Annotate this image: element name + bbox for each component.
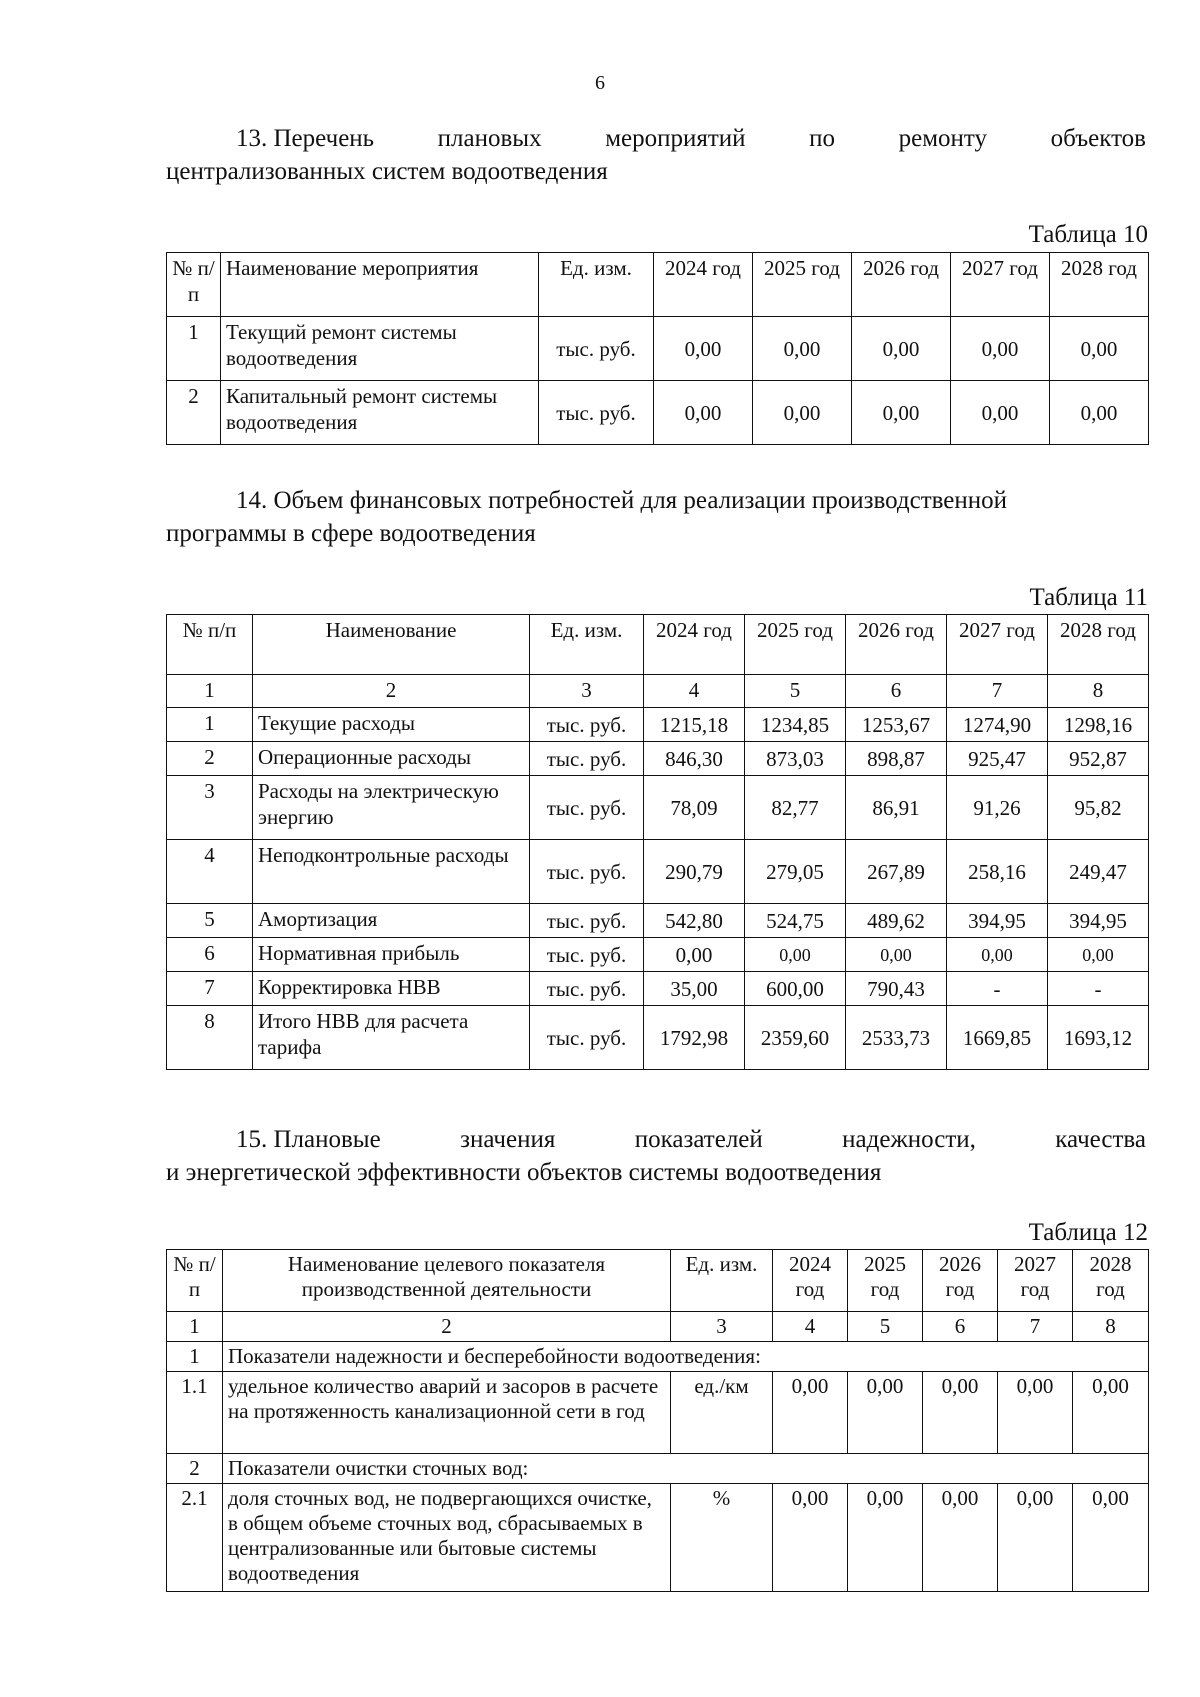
header-cell: 2028 год: [1073, 1250, 1149, 1312]
row-value: 0,00: [644, 938, 745, 972]
table-12-caption: Таблица 12: [1028, 1219, 1148, 1246]
row-number: 7: [167, 972, 253, 1006]
heading-word: ремонту: [898, 125, 988, 152]
row-value: 78,09: [644, 776, 745, 840]
row-value: 0,00: [846, 938, 947, 972]
row-value: 2359,60: [745, 1006, 846, 1070]
header-cell: Наименование мероприятия: [221, 253, 539, 317]
row-value: 0,00: [947, 938, 1048, 972]
table-row: [167, 1484, 1149, 1592]
row-value: 0,00: [753, 317, 852, 381]
row-value: 0,00: [1073, 1372, 1149, 1454]
table-row: [167, 938, 1149, 972]
column-number: 2: [253, 675, 530, 708]
row-unit: тыс. руб.: [530, 1006, 644, 1070]
table-11: [166, 614, 1149, 1070]
column-number: 1: [167, 675, 253, 708]
table-row: [167, 776, 1149, 840]
row-value: 0,00: [951, 317, 1050, 381]
column-number: 6: [846, 675, 947, 708]
heading-word: 15. Плановые: [236, 1126, 381, 1153]
table-10-caption: Таблица 10: [1028, 221, 1148, 248]
row-value: 1234,85: [745, 708, 846, 742]
heading-word: показателей: [634, 1126, 763, 1153]
row-value: 846,30: [644, 742, 745, 776]
column-number: 3: [671, 1312, 773, 1342]
row-number: 5: [167, 904, 253, 938]
column-number: 8: [1048, 675, 1149, 708]
row-value: 279,05: [745, 840, 846, 904]
row-number: 1.1: [167, 1372, 223, 1454]
header-cell: 2028 год: [1050, 253, 1149, 317]
row-name: Капитальный ремонт системы водоотведения: [221, 381, 539, 445]
row-name: Амортизация: [253, 904, 530, 938]
row-number: 3: [167, 776, 253, 840]
column-number-row: [167, 675, 1149, 708]
row-value: 0,00: [1050, 381, 1149, 445]
header-cell: № п/п: [167, 1250, 223, 1312]
header-cell: № п/п: [167, 615, 253, 675]
row-name: Неподконтрольные расходы: [253, 840, 530, 904]
section-15-heading: [166, 1123, 1146, 1189]
row-value: 0,00: [753, 381, 852, 445]
row-value: 0,00: [923, 1372, 998, 1454]
header-cell: 2024 год: [654, 253, 753, 317]
table-header-row: [167, 615, 1149, 675]
table-row: [167, 840, 1149, 904]
row-value: 0,00: [1073, 1484, 1149, 1592]
column-number: 5: [848, 1312, 923, 1342]
row-unit: тыс. руб.: [539, 381, 654, 445]
row-value: 0,00: [998, 1372, 1073, 1454]
row-value: 249,47: [1048, 840, 1149, 904]
row-value: 790,43: [846, 972, 947, 1006]
heading-word: 13. Перечень: [236, 125, 375, 152]
row-value: 35,00: [644, 972, 745, 1006]
group-number: 2: [167, 1454, 223, 1484]
row-value: 394,95: [947, 904, 1048, 938]
row-unit: %: [671, 1484, 773, 1592]
group-row: [167, 1454, 1149, 1484]
group-row: [167, 1342, 1149, 1372]
header-cell: 2025 год: [745, 615, 846, 675]
row-value: 0,00: [848, 1372, 923, 1454]
header-cell: 2026 год: [923, 1250, 998, 1312]
header-cell: 2025 год: [753, 253, 852, 317]
row-value: 1298,16: [1048, 708, 1149, 742]
header-cell: 2027 год: [947, 615, 1048, 675]
row-number: 2.1: [167, 1484, 223, 1592]
column-number: 7: [998, 1312, 1073, 1342]
row-value: 394,95: [1048, 904, 1149, 938]
row-value: 1669,85: [947, 1006, 1048, 1070]
row-unit: тыс. руб.: [539, 317, 654, 381]
row-value: 95,82: [1048, 776, 1149, 840]
row-value: 1792,98: [644, 1006, 745, 1070]
row-value: 952,87: [1048, 742, 1149, 776]
row-value: 0,00: [951, 381, 1050, 445]
row-name: удельное количество аварий и засоров в расчете на протяженность канализационной сети в год: [223, 1372, 671, 1454]
row-name: Расходы на электрическую энергию: [253, 776, 530, 840]
header-cell: № п/п: [167, 253, 221, 317]
column-number: 7: [947, 675, 1048, 708]
row-value: -: [947, 972, 1048, 1006]
row-value: 82,77: [745, 776, 846, 840]
heading-word: надежности,: [842, 1126, 976, 1153]
row-value: 0,00: [654, 317, 753, 381]
heading-word: мероприятий: [605, 125, 746, 152]
column-number: 6: [923, 1312, 998, 1342]
row-value: 489,62: [846, 904, 947, 938]
row-name: Операционные расходы: [253, 742, 530, 776]
heading-line-2: централизованных систем водоотведения: [166, 158, 608, 185]
table-row: [167, 1372, 1149, 1454]
header-cell: Наименование целевого показателя производственной деятельности: [223, 1250, 671, 1312]
heading-line-2: и энергетической эффективности объектов системы водоотведения: [166, 1159, 882, 1186]
row-unit: тыс. руб.: [530, 840, 644, 904]
row-value: 1253,67: [846, 708, 947, 742]
row-unit: ед./км: [671, 1372, 773, 1454]
row-name: Текущие расходы: [253, 708, 530, 742]
row-value: 0,00: [848, 1484, 923, 1592]
header-cell: 2027 год: [951, 253, 1050, 317]
column-number: 5: [745, 675, 846, 708]
page-number: 6: [595, 72, 605, 94]
table-row: [167, 708, 1149, 742]
row-value: 524,75: [745, 904, 846, 938]
section-14-heading: [166, 484, 1146, 550]
row-value: 258,16: [947, 840, 1048, 904]
column-number: 8: [1073, 1312, 1149, 1342]
table-10: [166, 252, 1149, 445]
row-value: 0,00: [923, 1484, 998, 1592]
row-number: 8: [167, 1006, 253, 1070]
row-unit: тыс. руб.: [530, 708, 644, 742]
table-row: [167, 1006, 1149, 1070]
header-cell: 2027 год: [998, 1250, 1073, 1312]
header-cell: 2028 год: [1048, 615, 1149, 675]
table-11-caption: Таблица 11: [1029, 584, 1148, 611]
column-number: 2: [223, 1312, 671, 1342]
row-value: 86,91: [846, 776, 947, 840]
row-value: 1215,18: [644, 708, 745, 742]
row-value: 0,00: [1050, 317, 1149, 381]
heading-word: плановых: [437, 125, 542, 152]
table-row: [167, 742, 1149, 776]
row-name: Итого НВВ для расчета тарифа: [253, 1006, 530, 1070]
table-row: [167, 904, 1149, 938]
column-number: 4: [644, 675, 745, 708]
header-cell: Ед. изм.: [530, 615, 644, 675]
row-number: 2: [167, 742, 253, 776]
row-number: 1: [167, 708, 253, 742]
header-cell: 2026 год: [852, 253, 951, 317]
row-value: 0,00: [852, 381, 951, 445]
header-cell: 2024 год: [644, 615, 745, 675]
heading-word: объектов: [1050, 125, 1146, 152]
row-value: 0,00: [773, 1372, 848, 1454]
table-12: [166, 1249, 1149, 1592]
table-header-row: [167, 1250, 1149, 1312]
table-row: [167, 317, 1149, 381]
row-number: 1: [167, 317, 221, 381]
table-row: [167, 972, 1149, 1006]
header-cell: Наименование: [253, 615, 530, 675]
row-value: 0,00: [654, 381, 753, 445]
column-number-row: [167, 1312, 1149, 1342]
row-value: 267,89: [846, 840, 947, 904]
row-unit: тыс. руб.: [530, 904, 644, 938]
heading-line-2: программы в сфере водоотведения: [166, 520, 536, 547]
heading-word: качества: [1055, 1126, 1146, 1153]
row-unit: тыс. руб.: [530, 742, 644, 776]
row-name: Текущий ремонт системы водоотведения: [221, 317, 539, 381]
row-value: 898,87: [846, 742, 947, 776]
row-value: 0,00: [998, 1484, 1073, 1592]
section-13-heading: [166, 122, 1146, 188]
row-value: 91,26: [947, 776, 1048, 840]
row-unit: тыс. руб.: [530, 938, 644, 972]
row-value: 542,80: [644, 904, 745, 938]
table-header-row: [167, 253, 1149, 317]
row-value: 2533,73: [846, 1006, 947, 1070]
group-title: Показатели очистки сточных вод:: [223, 1454, 1149, 1484]
row-value: 0,00: [745, 938, 846, 972]
row-value: 0,00: [773, 1484, 848, 1592]
row-value: 600,00: [745, 972, 846, 1006]
group-title: Показатели надежности и бесперебойности водоотведения:: [223, 1342, 1149, 1372]
row-value: 1693,12: [1048, 1006, 1149, 1070]
row-value: 0,00: [1048, 938, 1149, 972]
row-name: Нормативная прибыль: [253, 938, 530, 972]
row-name: доля сточных вод, не подвергающихся очистке, в общем объеме сточных вод, сбрасываемых в централизованные или бытовые системы водоотведения: [223, 1484, 671, 1592]
header-cell: Ед. изм.: [671, 1250, 773, 1312]
row-name: Корректировка НВВ: [253, 972, 530, 1006]
row-number: 2: [167, 381, 221, 445]
group-number: 1: [167, 1342, 223, 1372]
header-cell: Ед. изм.: [539, 253, 654, 317]
heading-word: по: [809, 125, 836, 152]
row-value: 873,03: [745, 742, 846, 776]
row-unit: тыс. руб.: [530, 776, 644, 840]
table-row: [167, 381, 1149, 445]
row-number: 6: [167, 938, 253, 972]
header-cell: 2026 год: [846, 615, 947, 675]
row-value: 925,47: [947, 742, 1048, 776]
header-cell: 2025 год: [848, 1250, 923, 1312]
row-value: 0,00: [852, 317, 951, 381]
heading-word: значения: [460, 1126, 556, 1153]
row-value: -: [1048, 972, 1149, 1006]
header-cell: 2024 год: [773, 1250, 848, 1312]
row-value: 1274,90: [947, 708, 1048, 742]
column-number: 4: [773, 1312, 848, 1342]
heading-line-1: 14. Объем финансовых потребностей для реализации производственной: [236, 487, 1008, 514]
row-unit: тыс. руб.: [530, 972, 644, 1006]
column-number: 1: [167, 1312, 223, 1342]
row-number: 4: [167, 840, 253, 904]
row-value: 290,79: [644, 840, 745, 904]
column-number: 3: [530, 675, 644, 708]
